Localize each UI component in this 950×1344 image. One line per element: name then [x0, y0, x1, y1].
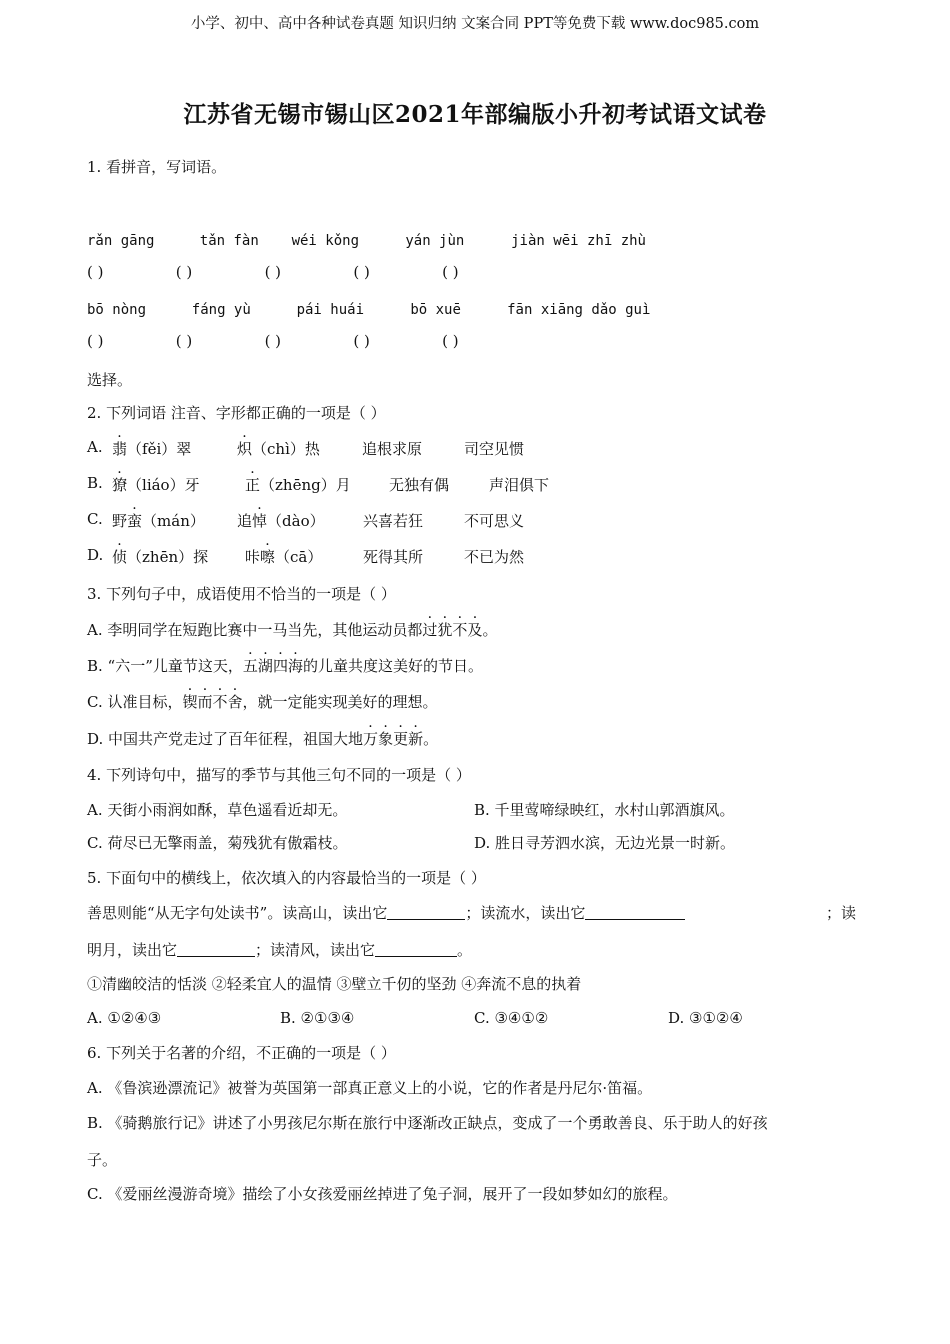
q6-option-a[interactable]: A. 《鲁滨逊漂流记》被誉为英国第一部真正意义上的小说，它的作者是丹尼尔·笛福。 — [87, 1079, 653, 1097]
dotted-idiom — [363, 730, 423, 748]
dotted-char: 不 — [212, 693, 228, 711]
q4-option-a[interactable]: A. 天街小雨润如酥，草色遥看近却无。 — [87, 801, 348, 819]
dotted-char: 及 — [467, 621, 483, 639]
pinyin: tǎn fàn — [199, 233, 259, 249]
dotted-char: 更 — [393, 730, 409, 748]
q5-option-c[interactable]: C. ③④①② — [474, 1009, 549, 1027]
fill-blank[interactable] — [387, 903, 465, 920]
q5-stem: 5. 下面句中的横线上，依次填入的内容最恰当的一项是（ ） — [87, 869, 486, 887]
dotted-char: 新 — [408, 730, 424, 748]
q5-sentence-line1: 善思则能“从无字句处读书”。读高山，读出它 ；读流水，读出它 — [87, 902, 685, 923]
q6-stem: 6. 下列关于名著的介绍，不正确的一项是（ ） — [87, 1044, 396, 1062]
pinyin: yán jùn — [405, 233, 465, 249]
dotted-char: 而 — [197, 693, 213, 711]
q3-option-d[interactable]: D. 中国共产党走过了百年征程，祖国大地万象更新。 — [87, 730, 439, 748]
dotted-char: 五 — [242, 657, 258, 675]
dotted-char: 象 — [378, 730, 394, 748]
q5-option-b[interactable]: B. ②①③④ — [280, 1009, 355, 1027]
answer-paren[interactable]: ( ) — [264, 332, 282, 350]
q3-option-c[interactable]: C. 认准目标，锲而不舍，就一定能实现美好的理想。 — [87, 693, 438, 711]
answer-paren[interactable]: ( ) — [175, 263, 193, 281]
dotted-char: 万 — [363, 730, 379, 748]
q1-pinyin-row2 — [87, 300, 650, 318]
dotted-char: 舍 — [227, 693, 243, 711]
answer-paren[interactable]: ( ) — [353, 332, 370, 350]
q1-stem: 1. 看拼音，写词语。 — [87, 158, 227, 176]
pinyin: fān xiāng dǎo guì — [507, 302, 651, 318]
dotted-idiom — [182, 693, 242, 711]
q4-option-d[interactable]: D. 胜日寻芳泗水滨，无边光景一时新。 — [474, 834, 736, 852]
page-title: 江苏省无锡市锡山区2021年部编版小升初考试语文试卷 — [183, 101, 767, 128]
pinyin: bō xuē — [410, 302, 461, 318]
q5-choices: ①清幽皎洁的恬淡 ②轻柔宜人的温情 ③壁立千仞的坚劲 ④奔流不息的执着 — [87, 975, 582, 993]
dotted-char: 湖 — [257, 657, 273, 675]
q5-option-a[interactable]: A. ①②④③ — [87, 1009, 162, 1027]
page-header: 小学、初中、高中各种试卷真题 知识归纳 文案合同 PPT等免费下载 www.doc985.com — [190, 16, 760, 32]
pinyin: pái huái — [296, 302, 364, 318]
q2-stem: 2. 下列词语 注音、字形都正确的一项是（ ） — [87, 404, 386, 422]
q1-note: 选择。 — [87, 371, 133, 389]
answer-paren[interactable]: ( ) — [442, 263, 459, 281]
dotted-idiom — [422, 621, 482, 639]
q6-option-b-cont: 子。 — [87, 1151, 118, 1169]
dotted-char: 海 — [287, 657, 303, 675]
q5-sentence-line2: 明月，读出它 ；读清风，读出它 。 — [87, 941, 473, 959]
q4-option-c[interactable]: C. 荷尽已无擎雨盖，菊残犹有傲霜枝。 — [87, 834, 348, 852]
answer-paren[interactable]: ( ) — [353, 263, 370, 281]
fill-blank[interactable] — [585, 903, 685, 920]
pinyin: bō nòng — [87, 302, 147, 318]
fill-blank[interactable] — [375, 940, 457, 957]
dotted-char: 四 — [272, 657, 288, 675]
dotted-char: 不 — [452, 621, 468, 639]
dotted-char: 过 — [422, 621, 438, 639]
answer-paren[interactable]: ( ) — [442, 332, 459, 350]
dotted-char: 锲 — [182, 693, 198, 711]
q1-pinyin-row1 — [87, 231, 646, 249]
answer-paren[interactable]: ( ) — [87, 332, 104, 350]
q1-answer-row1 — [87, 263, 459, 281]
pinyin: jiàn wēi zhī zhù — [511, 233, 646, 249]
q5-option-d[interactable]: D. ③①②④ — [668, 1009, 743, 1027]
answer-paren[interactable]: ( ) — [264, 263, 282, 281]
q3-option-a[interactable]: A. 李明同学在短跑比赛中一马当先，其他运动员都过犹不及。 — [87, 621, 498, 639]
dotted-char: 犹 — [437, 621, 453, 639]
pinyin: rǎn gāng — [87, 233, 155, 249]
q3-stem: 3. 下列句子中，成语使用不恰当的一项是（ ） — [87, 585, 396, 603]
q6-option-c[interactable]: C. 《爱丽丝漫游奇境》描绘了小女孩爱丽丝掉进了兔子洞，展开了一段如梦如幻的旅程。 — [87, 1185, 678, 1203]
pinyin: fáng yù — [191, 302, 251, 318]
answer-paren[interactable]: ( ) — [87, 263, 104, 281]
answer-paren[interactable]: ( ) — [175, 332, 193, 350]
q1-answer-row2 — [87, 332, 459, 350]
q4-option-b[interactable]: B. 千里莺啼绿映红，水村山郭酒旗风。 — [474, 801, 735, 819]
q6-option-b[interactable]: B. 《骑鹅旅行记》讲述了小男孩尼尔斯在旅行中逐渐改正缺点，变成了一个勇敢善良、乐于助人的好孩 — [87, 1114, 768, 1132]
q3-option-b[interactable]: B. “六一”儿童节这天，五湖四海的儿童共度这美好的节日。 — [87, 657, 483, 675]
pinyin: wéi kǒng — [291, 233, 359, 249]
dotted-idiom — [243, 657, 303, 675]
fill-blank[interactable] — [177, 940, 255, 957]
q5-sentence-tail: ；读 — [826, 904, 857, 922]
q4-stem: 4. 下列诗句中，描写的季节与其他三句不同的一项是（ ） — [87, 766, 471, 784]
